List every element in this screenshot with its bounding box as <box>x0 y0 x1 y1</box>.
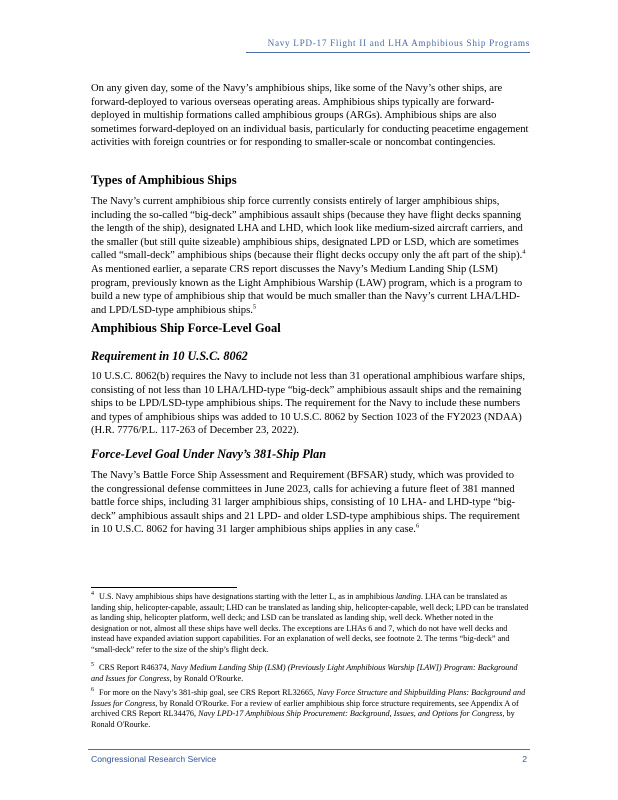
footer-publisher: Congressional Research Service <box>91 754 217 764</box>
footnote-4-text-b: . LHA can be translated as landing ship, helicopter-capable, assault; LHD can be translated as landing ship, helicopter-capable, well deck; LPD can be translated as landing ship, helicopter platform, well deck; and LSD can be translated as landing ship, well deck. Whether noted in the designation or not, almost all these ships have well decks. The exceptions are LHAs 6 and 7, which do not have well decks and instead have expanded aviation support capabilities. For an explanation of well decks, see footnote 2. The terms “big-deck” and “small-deck” refer to the size of the ship’s flight deck. <box>91 592 529 654</box>
footnote-ref-4[interactable]: 4 <box>522 248 526 256</box>
footnote-ref-6[interactable]: 6 <box>415 522 420 530</box>
footnote-4-number: 4 <box>91 591 94 598</box>
footnote-6-text-a: For more on the Navy’s 381-ship goal, see CRS Report RL32665, <box>97 688 318 697</box>
footer-rule <box>88 749 530 750</box>
heading-requirement-10-usc-8062: Requirement in 10 U.S.C. 8062 <box>91 349 248 363</box>
footnote-5-report-title: Navy Medium Landing Ship (LSM) (Previously Light Amphibious Warship [LAW]) Program: Background and Issues for Congress <box>91 663 518 683</box>
footnote-5-number: 5 <box>91 662 94 669</box>
footnote-6-report-title-1: Navy Force Structure and Shipbuilding Plans: Background and Issues for Congress <box>91 688 526 708</box>
footnote-4-italic: landing <box>395 592 421 601</box>
paragraph-types-part1: The Navy’s current amphibious ship force currently consists entirely of larger amphibious ships, including the so-called “big-deck” amphibious assault ships (because they have flight decks spanning the length of the ship), designated LHA and LHD, which look like medium-sized aircraft carriers, and the smaller (but still quite sizeable) amphibious ships, designated LPD or LSD, which are sometimes called “small-deck” amphibious ships (because their flight decks occupy only the aft part of the ship). <box>91 196 523 262</box>
footnote-5-text-a: CRS Report R46374, <box>97 663 171 672</box>
footnote-separator <box>91 587 237 588</box>
heading-force-level-goal: Amphibious Ship Force-Level Goal <box>91 321 281 335</box>
footnote-4-text-a: U.S. Navy amphibious ships have designations starting with the letter L, as in amphibious <box>97 592 396 601</box>
footnote-4 <box>91 592 529 655</box>
paragraph-forward-deployment: On any given day, some of the Navy’s amphibious ships, like some of the Navy’s other ships, are forward-deployed to various overseas operating areas. Amphibious ships typically are forward-deployed in multiship formations called amphibious groups (ARGs). Amphibious ships are also sometimes forward-deployed on an individual basis, particularly for conducting peacetime engagement activities with foreign countries or for responding to smaller-scale or noncombat contingencies. <box>91 83 529 149</box>
footnote-5 <box>91 663 529 684</box>
footnote-ref-5[interactable]: 5 <box>252 303 257 311</box>
paragraph-types-part2: As mentioned earlier, a separate CRS report discusses the Navy’s Medium Landing Ship (LSM) program, previously known as the Light Amphibious Warship (LAW) program, which is a program to build a new type of amphibious ship that would be much smaller than the Navy’s current LHA/LHD- and LPD/LSD-type amphibious ships. <box>91 263 523 316</box>
footnote-6-number: 6 <box>91 687 94 694</box>
paragraph-types <box>91 195 529 317</box>
paragraph-381-ship-plan-text: The Navy’s Battle Force Ship Assessment and Requirement (BFSAR) study, which was provided to the congressional defense committees in June 2023, calls for achieving a future fleet of 381 manned battle force ships, including 31 larger amphibious ships, consisting of 10 LHA- and LHD-type “big-deck” amphibious assault ships and 21 LPD- and older LSD-type amphibious ships. The requirement in 10 U.S.C. 8062 for having 31 larger amphibious ships applies in any case. <box>91 470 520 536</box>
paragraph-requirement: 10 U.S.C. 8062(b) requires the Navy to include not less than 31 operational amphibious warfare ships, consisting of not less than 10 LHA/LHD-type “big-deck” amphibious assault ships and the remaining ships to be LPD/LSD-type amphibious ships. The requirement for the Navy to include these numbers and types of amphibious ships was added to 10 U.S.C. 8062 by Section 1023 of the FY2023 (NDAA) (H.R. 7776/P.L. 117-263 of December 23, 2022). <box>91 371 525 437</box>
footnote-6 <box>91 688 529 730</box>
heading-types-of-amphibious-ships: Types of Amphibious Ships <box>91 173 237 187</box>
running-header: Navy LPD-17 Flight II and LHA Amphibious Ship Programs <box>267 38 530 48</box>
paragraph-381-ship-plan <box>91 469 529 537</box>
heading-381-ship-plan: Force-Level Goal Under Navy’s 381-Ship Plan <box>91 447 327 461</box>
footnote-5-text-b: , by Ronald O'Rourke. <box>169 673 244 683</box>
footnote-6-text-b: , by Ronald O'Rourke. For a review of earlier amphibious ship force structure requirements, see Appendix A of archived CRS Report RL34476, <box>91 698 519 718</box>
footnote-6-report-title-2: Navy LPD-17 Amphibious Ship Procurement: Background, Issues, and Options for Congress <box>198 709 503 718</box>
header-rule <box>246 52 530 53</box>
page-number: 2 <box>522 754 527 764</box>
footnote-6-text-c: , by Ronald O'Rourke. <box>91 709 515 729</box>
